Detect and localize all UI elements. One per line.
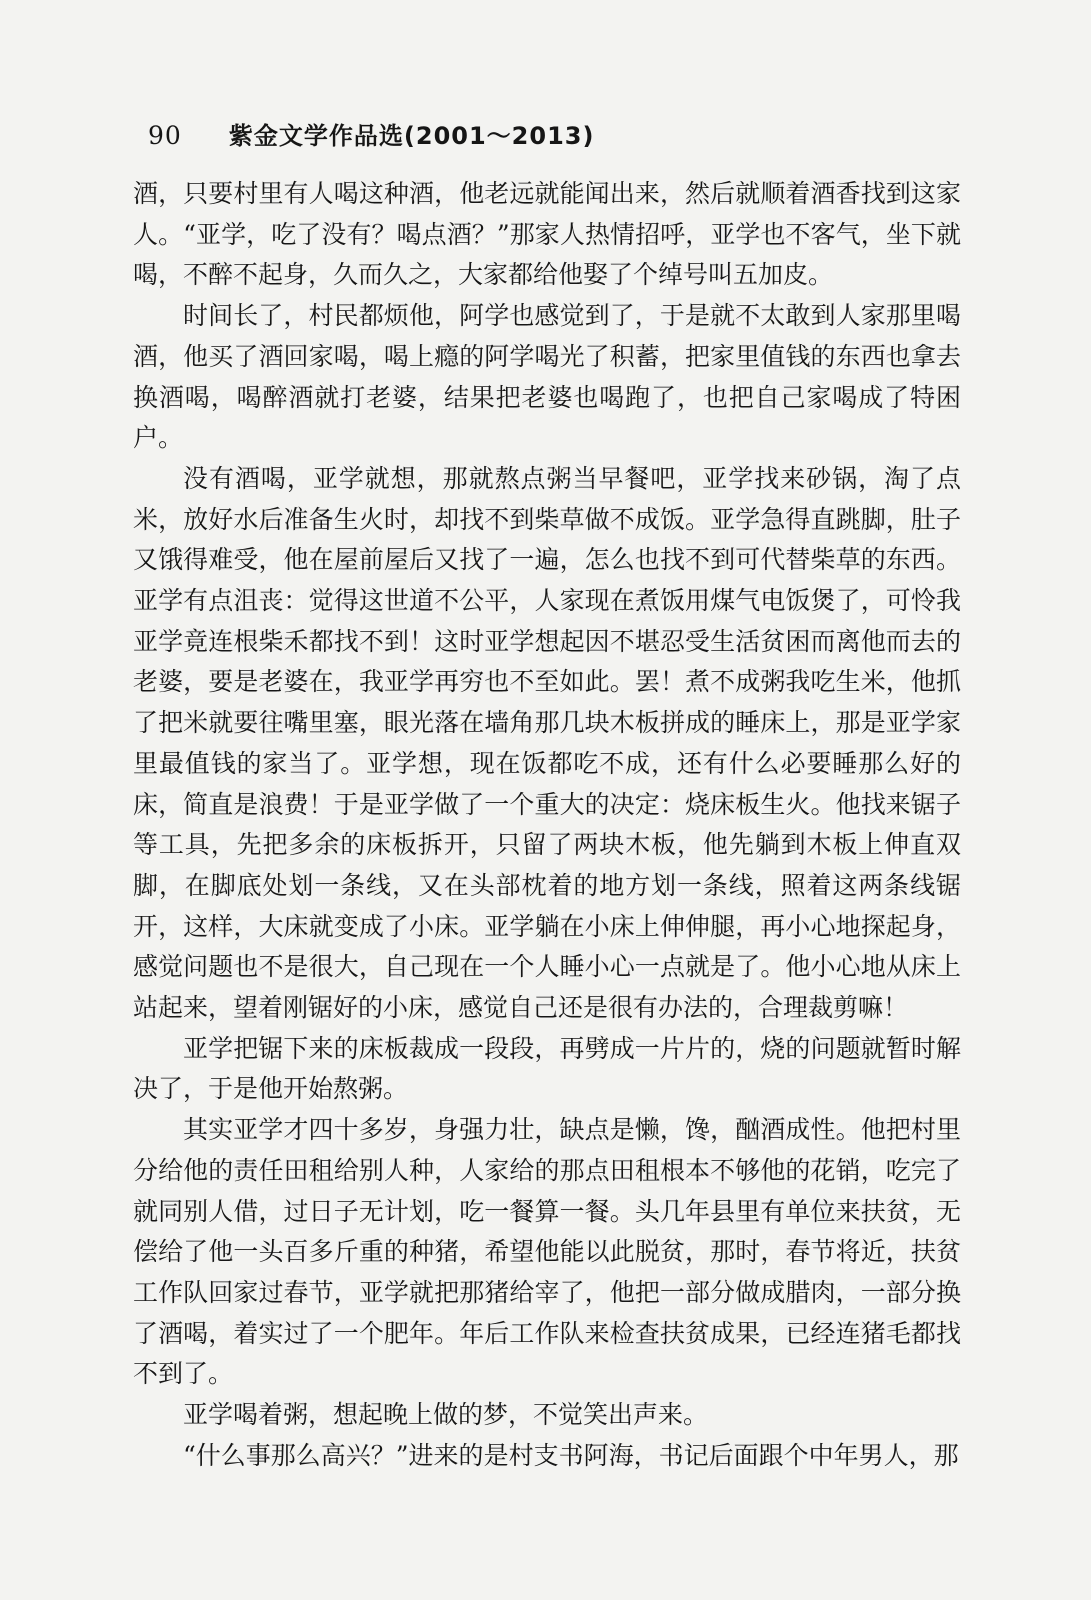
page-number: 90 xyxy=(148,121,182,150)
running-header xyxy=(148,116,594,156)
paragraph: 没有酒喝，亚学就想，那就熬点粥当早餐吧，亚学找来砂锅，淘了点米，放好水后准备生火时，却找不到柴草做不成饭。亚学急得直跳脚，肚子又饿得难受，他在屋前屋后又找了一遍，怎么也找不到可代替柴草的东西。亚学有点沮丧：觉得这世道不公平，人家现在煮饭用煤气电饭煲了，可怜我亚学竟连根柴禾都找不到！这时亚学想起因不堪忍受生活贫困而离他而去的老婆，要是老婆在，我亚学再穷也不至如此。罢！煮不成粥我吃生米，他抓了把米就要往嘴里塞，眼光落在墙角那几块木板拼成的睡床上，那是亚学家里最值钱的家当了。亚学想，现在饭都吃不成，还有什么必要睡那么好的床，简直是浪费！于是亚学做了一个重大的决定：烧床板生火。他找来锯子等工具，先把多余的床板拆开，只留了两块木板，他先躺到木板上伸直双脚，在脚底处划一条线，又在头部枕着的地方划一条线，照着这两条线锯开，这样，大床就变成了小床。亚学躺在小床上伸伸腿，再小心地探起身，感觉问题也不是很大，自己现在一个人睡小心一点就是了。他小心地从床上站起来，望着刚锯好的小床，感觉自己还是很有办法的，合理裁剪嘛！ xyxy=(133,463,961,1023)
paragraph-continued: 酒，只要村里有人喝这种酒，他老远就能闻出来，然后就顺着酒香找到这家人。“亚学，吃了没有？喝点酒？”那家人热情招呼，亚学也不客气，坐下就喝，不醉不起身，久而久之，大家都给他娶了个绰号叫五加皮。 xyxy=(133,179,961,290)
paragraph: “什么事那么高兴？”进来的是村支书阿海，书记后面跟个中年男人，那 xyxy=(183,1440,959,1470)
paragraph: 亚学喝着粥，想起晚上做的梦，不觉笑出声来。 xyxy=(183,1400,709,1430)
body-text xyxy=(133,174,961,1477)
paragraph: 时间长了，村民都烦他，阿学也感觉到了，于是就不太敢到人家那里喝酒，他买了酒回家喝，喝上瘾的阿学喝光了积蓄，把家里值钱的东西也拿去换酒喝，喝醉酒就打老婆，结果把老婆也喝跑了，也把自己家喝成了特困户。 xyxy=(133,301,961,453)
paragraph: 亚学把锯下来的床板裁成一段段，再劈成一片片的，烧的问题就暂时解决了，于是他开始熬粥。 xyxy=(133,1033,961,1104)
paragraph: 其实亚学才四十多岁，身强力壮，缺点是懒，馋，酗酒成性。他把村里分给他的责任田租给别人种，人家给的那点田租根本不够他的花销，吃完了就同别人借，过日子无计划，吃一餐算一餐。头几年县里有单位来扶贫，无偿给了他一头百多斤重的种猪，希望他能以此脱贫，那时，春节将近，扶贫工作队回家过春节，亚学就把那猪给宰了，他把一部分做成腊肉，一部分换了酒喝，着实过了一个肥年。年后工作队来检查扶贫成果，已经连猪毛都找不到了。 xyxy=(133,1115,961,1389)
book-title: 紫金文学作品选(2001～2013) xyxy=(228,122,595,150)
